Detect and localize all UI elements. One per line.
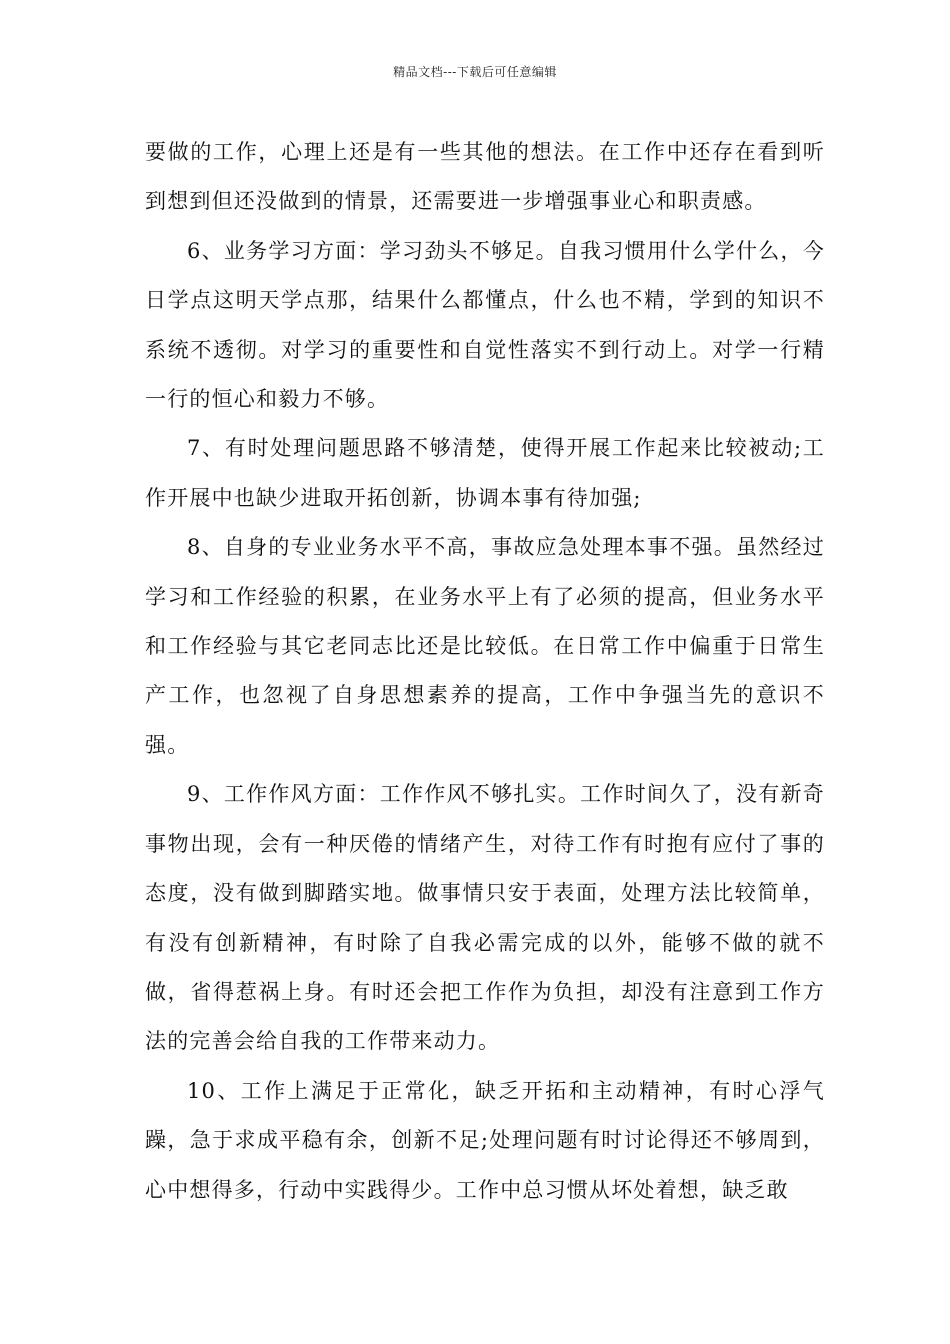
document-body — [145, 128, 825, 1215]
paragraph-item-9: 9、工作作风方面：工作作风不够扎实。工作时间久了，没有新奇事物出现，会有一种厌倦的情绪产生，对待工作有时抱有应付了事的态度，没有做到脚踏实地。做事情只安于表面，处理方法比较简单，有没有创新精神，有时除了自我必需完成的以外，能够不做的就不做，省得惹祸上身。有时还会把工作作为负担，却没有注意到工作方法的完善会给自我的工作带来动力。 — [145, 782, 825, 1054]
paragraph-item-10: 10、工作上满足于正常化，缺乏开拓和主动精神，有时心浮气躁，急于求成平稳有余，创新不足;处理问题有时讨论得还不够周到，心中想得多，行动中实践得少。工作中总习惯从坏处着想，缺乏敢 — [145, 1078, 825, 1202]
paragraph-item-6: 6、业务学习方面：学习劲头不够足。自我习惯用什么学什么，今日学点这明天学点那，结果什么都懂点，什么也不精，学到的知识不系统不透彻。对学习的重要性和自觉性落实不到行动上。对学一行精一行的恒心和毅力不够。 — [145, 238, 825, 412]
paragraph-continuation: 要做的工作，心理上还是有一些其他的想法。在工作中还存在看到听到想到但还没做到的情景，还需要进一步增强事业心和职责感。 — [145, 140, 825, 214]
paragraph-item-8: 8、自身的专业业务水平不高，事故应急处理本事不强。虽然经过学习和工作经验的积累，在业务水平上有了必须的提高，但业务水平和工作经验与其它老同志比还是比较低。在日常工作中偏重于日常生产工作，也忽视了自身思想素养的提高，工作中争强当先的意识不强。 — [145, 535, 825, 757]
page-header: 精品文档---下载后可任意编辑 — [393, 65, 557, 79]
paragraph-item-7: 7、有时处理问题思路不够清楚，使得开展工作起来比较被动;工作开展中也缺少进取开拓创新，协调本事有待加强; — [145, 436, 825, 510]
